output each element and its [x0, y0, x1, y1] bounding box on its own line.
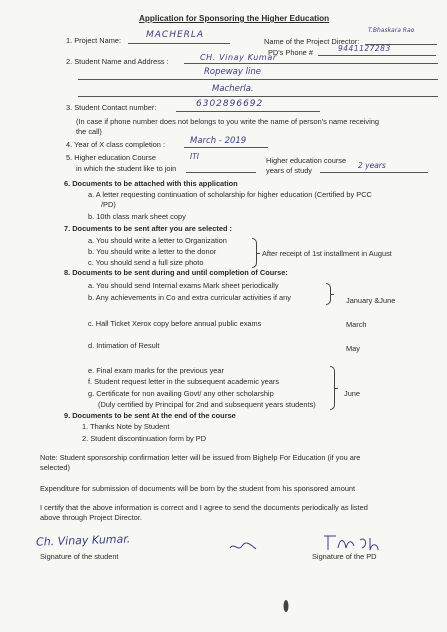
director-label: Name of the Project Director:	[264, 37, 360, 46]
student-address-line1: Ropeway line	[204, 67, 261, 77]
section8-item-g: g. Certificate for non availing Govt/ any other scholarship	[88, 389, 274, 398]
certify-line-2: above through Project Director.	[40, 513, 142, 522]
section7-heading: 7. Documents to be sent after you are selected :	[64, 224, 232, 233]
student-signature: Ch. Vinay Kumar.	[35, 532, 131, 549]
years-value: 2 years	[358, 161, 386, 170]
year-value: March - 2019	[190, 136, 247, 146]
section7-item-c: c. You should send a full size photo	[88, 258, 204, 267]
section9-heading: 9. Documents to be sent At the end of the course	[64, 411, 236, 420]
section8-brace-efg	[330, 366, 335, 410]
section6-item-a-cont: /PD)	[101, 200, 116, 209]
course-sublabel: in which the student like to join	[76, 164, 177, 173]
section6-item-b: b. 10th class mark sheet copy	[88, 212, 186, 221]
student-name-line	[184, 63, 438, 64]
section8-heading: 8. Documents to be sent during and until completion of Course:	[64, 268, 288, 277]
certify-line-1: I certify that the above information is correct and I agree to send the documents periodically as listed	[40, 503, 368, 512]
section7-note: After receipt of 1st installment in August	[262, 249, 392, 258]
student-signature-label: Signature of the student	[40, 552, 119, 561]
section8-time-efg: June	[344, 389, 361, 398]
section8-item-d: d. Intimation of Result	[88, 341, 160, 350]
director-value: T.Bhaskara Rao	[368, 27, 415, 34]
section8-time-d: May	[346, 344, 360, 353]
section8-item-g-cont: (Duly certified by Principal for 2nd and subsequent years students)	[98, 400, 316, 409]
year-label: 4. Year of X class completion :	[66, 140, 166, 149]
project-name-value: MACHERLA	[146, 30, 205, 40]
section9-item-1: 1. Thanks Note by Student	[82, 422, 170, 431]
course-line	[186, 172, 256, 173]
contact-label: 3. Student Contact number:	[66, 103, 157, 112]
year-line	[184, 147, 268, 148]
years-label-2: years of study	[266, 166, 313, 175]
section8-item-b: b. Any achievements in Co and extra curricular activities if any	[88, 293, 291, 302]
ink-blot-mark	[282, 598, 290, 614]
student-name-label: 2. Student Name and Address :	[66, 57, 169, 66]
contact-note-2: the call)	[76, 127, 102, 136]
project-name-line	[128, 43, 230, 44]
course-label: 5. Higher education Course	[66, 153, 156, 162]
student-name-value: CH. Vinay Kumar	[200, 53, 277, 62]
pd-phone-label: PD's Phone #	[268, 48, 313, 57]
section7-item-b: b. You should write a letter to the donor	[88, 247, 217, 256]
pd-phone-value: 9441127283	[338, 44, 391, 53]
contact-note-1: (In case if phone number does not belongs to you write the name of person's name receiving	[76, 117, 379, 126]
section6-item-a: a. A letter requesting continuation of scholarship for higher education (Certified by PCC	[88, 190, 372, 199]
pd-signature-mark	[322, 532, 382, 554]
years-label-1: Higher education course	[266, 156, 347, 165]
scribble-mark-icon	[228, 540, 258, 554]
contact-value: 6302896692	[196, 99, 264, 109]
years-line	[320, 172, 428, 173]
expenditure-note: Expenditure for submission of documents will be born by the student from his sponsored amount	[40, 484, 356, 493]
pd-signature-label: Signature of the PD	[312, 552, 377, 561]
form-title: Application for Sponsoring the Higher Education	[139, 14, 330, 23]
section7-brace	[252, 238, 257, 268]
address-line-2	[78, 96, 438, 97]
contact-line	[176, 111, 320, 112]
section8-time-c: March	[346, 320, 367, 329]
section8-brace-ab	[326, 283, 331, 305]
section8-item-f: f. Student request letter in the subsequent academic years	[88, 377, 280, 386]
student-address-line2: Macherla.	[212, 84, 254, 94]
section8-item-c: c. Hall Ticket Xerox copy before annual public exams	[88, 319, 262, 328]
note-line-1: Note: Student sponsorship confirmation letter will be issued from Bighelp For Education (if you are	[40, 453, 361, 462]
section8-time-ab: January &June	[346, 296, 396, 305]
pd-phone-line	[318, 55, 436, 56]
note-line-2: selected)	[40, 463, 70, 472]
section7-item-a: a. You should write a letter to Organization	[88, 236, 227, 245]
section8-item-a: a. You should send Internal exams Mark sheet periodically	[88, 281, 279, 290]
course-value: ITI	[190, 152, 200, 161]
section9-item-2: 2. Student discontinuation form by PD	[82, 434, 207, 443]
project-name-label: 1. Project Name:	[66, 36, 122, 45]
address-line-1	[78, 79, 438, 80]
section8-item-e: e. Final exam marks for the previous year	[88, 366, 224, 375]
section6-heading: 6. Documents to be attached with this application	[64, 179, 238, 188]
